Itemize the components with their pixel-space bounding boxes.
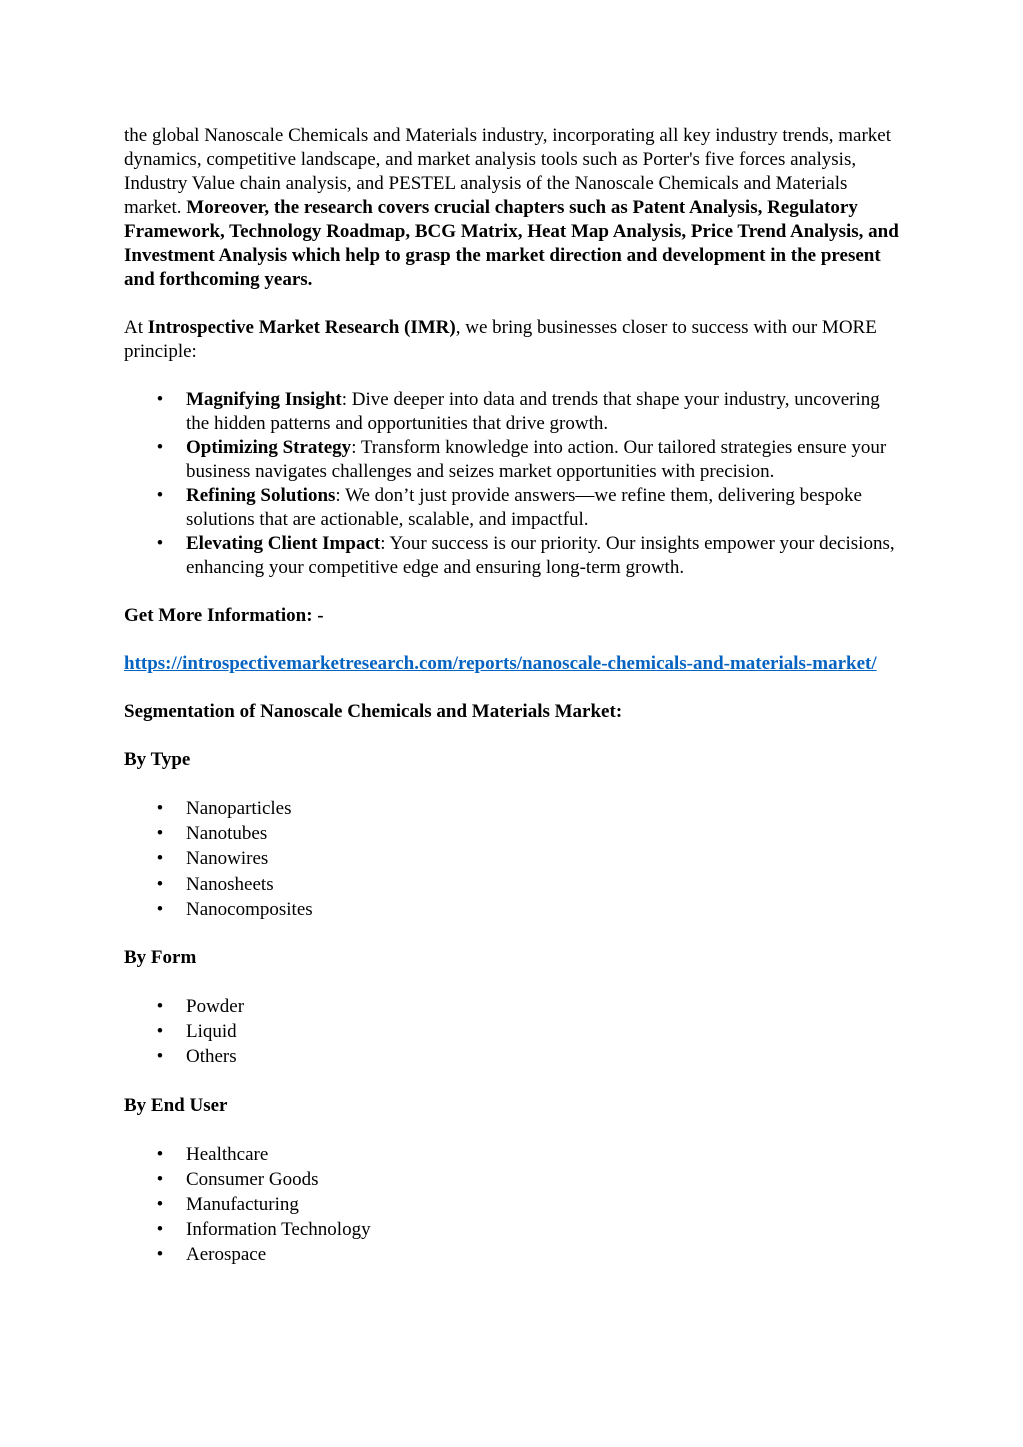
by-end-user-list xyxy=(124,1142,904,1268)
bullet-icon: • xyxy=(156,1219,164,1241)
principle-text: : Your success is our priority. Our insights empower your decisions, enhancing your competitive edge and ensuring long-term growth. xyxy=(186,533,895,578)
segment-item-label: Nanowires xyxy=(186,848,269,870)
list-item xyxy=(124,846,904,871)
segment-item-label: Consumer Goods xyxy=(186,1168,319,1190)
imr-paragraph xyxy=(124,316,904,364)
bullet-icon: • xyxy=(156,1244,164,1266)
document-page xyxy=(124,124,904,1292)
principle-text: : Dive deeper into data and trends that shape your industry, uncovering the hidden patterns and opportunities that drive growth. xyxy=(186,389,880,434)
list-item xyxy=(124,436,904,484)
bullet-icon: • xyxy=(156,1194,164,1216)
principle-text: : Transform knowledge into action. Our tailored strategies ensure your business navigates challenges and seizes market opportunities with precision. xyxy=(186,437,887,482)
bullet-icon: • xyxy=(156,848,164,870)
bullet-icon: • xyxy=(156,437,164,458)
segment-item-label: Nanoparticles xyxy=(186,798,292,819)
segment-item-label: Information Technology xyxy=(186,1219,371,1241)
principle-term: Magnifying Insight xyxy=(186,389,342,410)
bullet-icon: • xyxy=(156,898,164,920)
segment-item-label: Healthcare xyxy=(186,1143,269,1165)
segment-item-label: Nanotubes xyxy=(186,823,268,845)
bullet-icon: • xyxy=(156,823,164,845)
bullet-icon: • xyxy=(156,996,164,1018)
list-item xyxy=(124,897,904,922)
principle-term: Optimizing Strategy xyxy=(186,437,352,458)
imr-company-name: Introspective Market Research (IMR) xyxy=(147,317,456,338)
imr-suffix: , we bring businesses closer to success with our MORE principle: xyxy=(124,317,877,362)
segment-item-label: Nanosheets xyxy=(186,873,274,895)
list-item xyxy=(124,1192,904,1217)
list-item xyxy=(124,994,904,1019)
list-item xyxy=(124,1044,904,1069)
by-form-list xyxy=(124,994,904,1070)
list-item xyxy=(124,1217,904,1242)
more-principle-list xyxy=(124,388,904,580)
list-item xyxy=(124,1242,904,1267)
bullet-icon: • xyxy=(156,1021,164,1043)
by-type-list xyxy=(124,796,904,922)
list-item xyxy=(124,532,904,580)
bullet-icon: • xyxy=(156,1168,164,1190)
bullet-icon: • xyxy=(156,798,164,819)
bullet-icon: • xyxy=(156,873,164,895)
principle-text: : We don’t just provide answers—we refine them, delivering bespoke solutions that are actionable, scalable, and impactful. xyxy=(186,485,862,530)
segment-item-label: Powder xyxy=(186,996,245,1018)
list-item xyxy=(124,821,904,846)
imr-prefix: At xyxy=(124,317,148,338)
report-link[interactable]: https://introspectivemarketresearch.com/reports/nanoscale-chemicals-and-materials-market/ xyxy=(124,653,877,674)
segment-item-label: Others xyxy=(186,1046,237,1068)
segment-item-label: Nanocomposites xyxy=(186,898,313,920)
list-item xyxy=(124,388,904,436)
list-item xyxy=(124,1142,904,1167)
intro-paragraph xyxy=(124,124,904,292)
intro-bold-text: Moreover, the research covers crucial chapters such as Patent Analysis, Regulatory Framework, Technology Roadmap, BCG Matrix, Heat Map Analysis, Price Trend Analysis, and Investment Analysis which help to grasp the market direction and development in the present and forthcoming years. xyxy=(124,197,899,290)
bullet-icon: • xyxy=(156,485,164,506)
list-item xyxy=(124,872,904,897)
bullet-icon: • xyxy=(156,1143,164,1165)
segment-item-label: Liquid xyxy=(186,1021,237,1043)
principle-term: Refining Solutions xyxy=(186,485,336,506)
segment-item-label: Aerospace xyxy=(186,1244,267,1266)
by-end-user-heading: By End User xyxy=(124,1094,228,1116)
by-type-heading: By Type xyxy=(124,749,191,770)
intro-text: the global Nanoscale Chemicals and Materials industry, incorporating all key industry trends, market dynamics, competitive landscape, and market analysis tools such as Porter's five forces analysis, Industry Value chain analysis, and PESTEL analysis of the Nanoscale Chemicals and Materials market. xyxy=(124,125,892,218)
bullet-icon: • xyxy=(156,389,164,410)
segment-item-label: Manufacturing xyxy=(186,1194,299,1216)
list-item xyxy=(124,796,904,821)
list-item xyxy=(124,1167,904,1192)
principle-term: Elevating Client Impact xyxy=(186,533,381,554)
by-form-heading: By Form xyxy=(124,947,197,969)
report-link-paragraph xyxy=(124,652,904,676)
more-info-heading: Get More Information: - xyxy=(124,605,324,626)
bullet-icon: • xyxy=(156,1046,164,1068)
list-item xyxy=(124,484,904,532)
segmentation-title: Segmentation of Nanoscale Chemicals and Materials Market: xyxy=(124,701,623,722)
bullet-icon: • xyxy=(156,533,164,554)
list-item xyxy=(124,1019,904,1044)
